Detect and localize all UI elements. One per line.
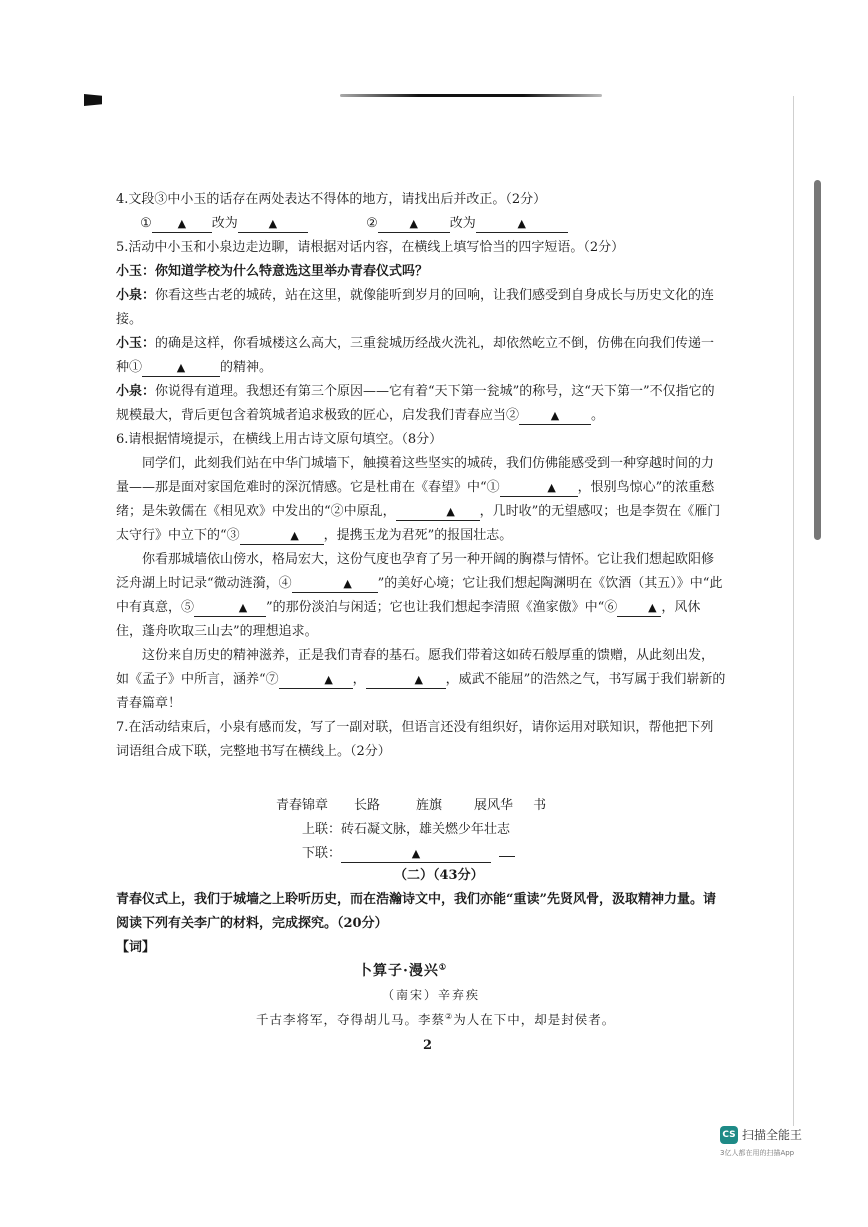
blank-triangle-icon: ▲: [550, 409, 560, 422]
q5-line-3-end: 的精神。: [220, 360, 273, 375]
watermark-tagline: 3亿人都在用的扫描App: [720, 1149, 795, 1157]
poem-line-note: ②: [445, 1011, 454, 1021]
q6-p2-b: ”的美好心境；它让我们想起陶渊明在《饮酒（其五）》中“此中有真意，⑤: [116, 576, 723, 615]
q7-word: 青春锦章: [276, 798, 329, 813]
camscanner-logo-icon: CS: [720, 1126, 738, 1144]
page-top-rule: [340, 94, 602, 97]
q6-blank-7[interactable]: [279, 672, 353, 689]
q6-p1-a: 同学们，此刻我们站在中华门城墙下，触摸着这些坚实的城砖，我们仿佛能感受到一种穿越时间的力量——那是面对家国危难时的深沉情感。它是杜甫在《春望》中“①: [116, 456, 715, 495]
page-corner-mark: [84, 94, 102, 106]
q6-blank-3[interactable]: [240, 528, 324, 545]
poem-title-note: ①: [438, 961, 448, 972]
q7-lower-couplet: [302, 842, 515, 863]
blank-triangle-icon: ▲: [547, 481, 556, 494]
q4-num2: ②: [366, 216, 378, 231]
blank-triangle-icon: ▲: [648, 601, 657, 614]
q5-speaker: 小玉：: [116, 336, 156, 351]
q5-stem: 5.活动中小玉和小泉边走边聊，请根据对话内容，在横线上填写恰当的四字短语。（2分）: [116, 240, 625, 255]
q6-p3-a: 这份来自历史的精神滋养，正是我们青春的基石。愿我们带着这如砖石般厚重的馈赠，从此刻出发，如《孟子》中所言，涵养“⑦: [116, 648, 715, 687]
exam-content: [116, 188, 726, 764]
scanner-watermark: [720, 1124, 802, 1144]
q7-word: 旌旗: [416, 798, 443, 813]
blank-triangle-icon: ▲: [176, 361, 186, 374]
q5-line-3-text: 的确是这样，你看城楼这么高大，三重瓮城历经战火洗礼，却依然屹立不倒，仿佛在向我们传递一种①: [116, 336, 715, 375]
q6-p2-c: ”的那份淡泊与闲适；它也让我们想起李清照《渔家傲》中“⑥: [266, 600, 618, 615]
q6-blank-2[interactable]: [396, 504, 480, 521]
q6-p2-d: ，风休住，蓬舟吹取三山去”的理想追求。: [116, 600, 701, 639]
q7-word: 长路: [354, 798, 381, 813]
blank-triangle-icon: ▲: [324, 673, 333, 686]
blank-triangle-icon: ▲: [343, 577, 352, 590]
q5-line-4: [116, 380, 726, 428]
q6-blank-8[interactable]: [366, 672, 446, 689]
blank-triangle-icon: ▲: [414, 673, 423, 686]
ci-label: 【词】: [116, 940, 156, 955]
q6-paragraph-2: [116, 548, 726, 644]
q6-p1-c: ，几时收”的无望感叹；也是李贺在《雁门太守行》中立下的“③: [116, 504, 721, 543]
q7-stem: 7.在活动结束后，小泉有感而发，写了一副对联，但语言还没有组织好，请你运用对联知识，帮他把下列词语组合成下联，完整地书写在横线上。（2分）: [116, 720, 714, 759]
blank-triangle-icon: ▲: [238, 601, 248, 614]
q7-word-list: [276, 794, 546, 813]
q4-change-1: 改为: [211, 216, 238, 231]
q7-upper-couplet: 上联：砖石凝文脉，雄关燃少年壮志: [302, 822, 511, 837]
poem-title-text: 卜算子·漫兴: [358, 963, 439, 979]
q4-change-2: 改为: [449, 216, 476, 231]
q6-p1-d: ，提携玉龙为君死”的报国壮志。: [323, 528, 513, 543]
blank-triangle-icon: ▲: [177, 217, 187, 230]
q7-word: 书: [533, 798, 547, 813]
q6-paragraph-1: [116, 452, 726, 548]
q4-blank-4[interactable]: [476, 216, 568, 233]
q5-line-1: 小玉：你知道学校为什么特意选这里举办青春仪式吗？: [116, 264, 429, 279]
poem-line-b: 为人在下中，却是封侯者。: [453, 1012, 616, 1027]
q5-line-4-end: 。: [591, 408, 605, 423]
q4-answer-line: [116, 212, 726, 236]
q4-num1: ①: [140, 216, 152, 231]
q6-blank-4[interactable]: [292, 576, 378, 593]
q4-blank-1[interactable]: [152, 216, 212, 233]
section-intro: 青春仪式上，我们于城墙之上聆听历史，而在浩瀚诗文中，我们亦能“重读”先贤风骨，汲取精神力量。请阅读下列有关李广的材料，完成探究。（20分）: [116, 892, 716, 931]
poem-line: [256, 1010, 615, 1028]
scrollbar[interactable]: [814, 180, 821, 540]
q6-p3-c: ，威武不能屈”的浩然之气，书写属于我们崭新的青春篇章！: [116, 672, 726, 711]
page-number: 2: [423, 1038, 433, 1053]
q5-line-4-text: 你说得有道理。我想还有第三个原因——它有着“天下第一瓮城”的称号，这“天下第一”不仅指它的规模最大，背后更包含着筑城者追求极致的匠心，启发我们青春应当②: [116, 384, 715, 423]
blank-triangle-icon: ▲: [517, 217, 526, 230]
q5-speaker: 小泉：: [116, 288, 156, 303]
q5-line-2: [116, 284, 726, 332]
q5-speaker: 小泉：: [116, 384, 156, 399]
q6-p1-b: ，恨别鸟惊心”的浓重愁绪；是朱敦儒在《相见欢》中发出的“②中原乱，: [116, 480, 715, 519]
q6-blank-1[interactable]: [500, 480, 578, 497]
q7-word: 展风华: [474, 798, 514, 813]
poem-author: （南宋）辛弃疾: [382, 988, 481, 1002]
q4-stem: 4.文段③中小玉的话存在两处表达不得体的地方，请找出后并改正。（2分）: [116, 192, 547, 207]
q5-blank-1[interactable]: [142, 360, 220, 377]
q4-blank-3[interactable]: [378, 216, 450, 233]
blank-triangle-icon: ▲: [409, 217, 418, 230]
q6-blank-5[interactable]: [194, 600, 266, 617]
q6-p3-b: ，: [352, 672, 366, 687]
q7-blank[interactable]: [341, 846, 491, 863]
blank-triangle-icon: ▲: [268, 217, 278, 230]
blank-triangle-icon: ▲: [446, 505, 455, 518]
watermark-name: 扫描全能王: [742, 1128, 803, 1142]
q5-blank-2[interactable]: [519, 408, 591, 425]
q7-lower-label: 下联：: [302, 846, 342, 861]
q4-blank-2[interactable]: [238, 216, 308, 233]
blank-triangle-icon: ▲: [290, 529, 299, 542]
q6-p2-a: 你看那城墙依山傍水，格局宏大，这份气度也孕育了另一种开阔的胸襟与情怀。它让我们想起欧阳修泛舟湖上时记录“微动涟漪，④: [116, 552, 715, 591]
page-right-edge: [793, 96, 794, 1126]
poem-title: [358, 960, 447, 980]
q5-line-2-text: 你看这些古老的城砖，站在这里，就像能听到岁月的回响，让我们感受到自身成长与历史文化的连接。: [116, 288, 715, 327]
poem-line-a: 千古李将军，夺得胡儿马。李蔡: [256, 1012, 446, 1027]
blank-triangle-icon: ▲: [411, 847, 421, 860]
q6-blank-6[interactable]: [617, 600, 661, 617]
q6-paragraph-3: [116, 644, 726, 716]
q5-line-3: [116, 332, 726, 380]
section-title: （二）（43分）: [394, 868, 484, 883]
q6-stem: 6.请根据情境提示，在横线上用古诗文原句填空。（8分）: [116, 432, 443, 447]
q7-blank-tail[interactable]: [499, 856, 515, 857]
